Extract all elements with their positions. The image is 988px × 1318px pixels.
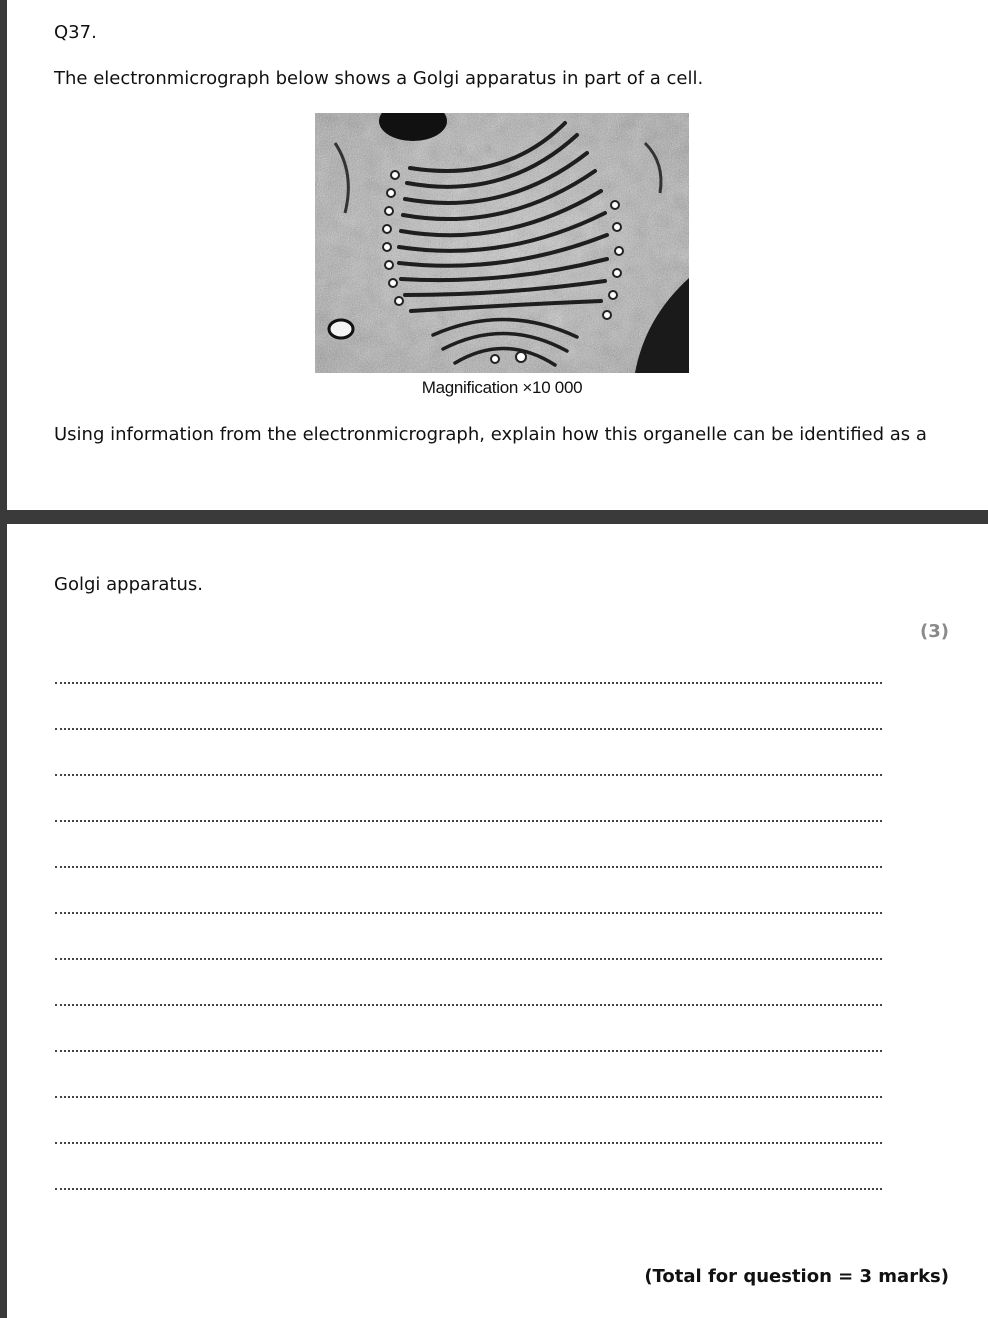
question-prompt: Using information from the electronmicrograph, explain how this organelle can be identified as a [54,424,927,445]
figure-caption: Magnification ×10 000 [421,378,583,397]
answer-line[interactable] [55,958,882,960]
page-upper [7,0,988,510]
left-border [0,0,7,1318]
golgi-electronmicrograph [315,113,689,373]
answer-line[interactable] [55,820,882,822]
answer-line[interactable] [55,912,882,914]
question-number: Q37. [54,22,97,43]
answer-line[interactable] [55,1188,882,1190]
page-separator [7,510,988,524]
question-prompt-continued: Golgi apparatus. [54,574,204,595]
answer-line[interactable] [55,682,882,684]
marks-available: (3) [920,621,949,642]
answer-line[interactable] [55,1142,882,1144]
total-marks: (Total for question = 3 marks) [644,1266,949,1287]
answer-line[interactable] [55,866,882,868]
page-lower [7,524,988,1318]
answer-line[interactable] [55,774,882,776]
answer-line[interactable] [55,1096,882,1098]
answer-line[interactable] [55,1050,882,1052]
answer-line[interactable] [55,728,882,730]
question-intro: The electronmicrograph below shows a Golgi apparatus in part of a cell. [54,68,704,89]
answer-line[interactable] [55,1004,882,1006]
